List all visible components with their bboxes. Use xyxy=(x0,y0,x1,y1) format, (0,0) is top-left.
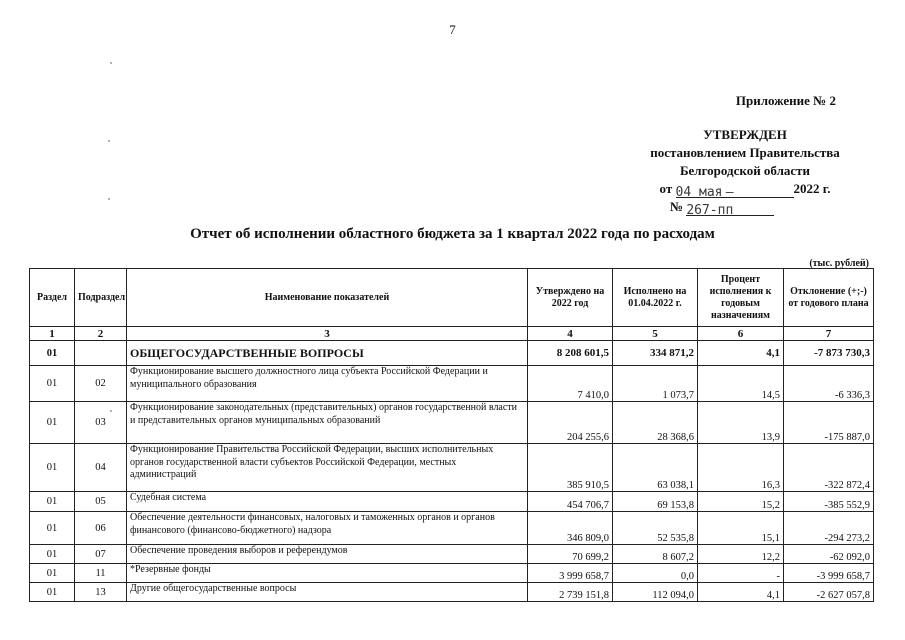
scan-speck xyxy=(110,62,112,64)
section-cell: 01 xyxy=(30,512,75,545)
column-number: 1 xyxy=(30,327,75,341)
header-percent: Процент исполнения к годовым назначениям xyxy=(698,269,784,327)
executed-cell: 1 073,7 xyxy=(613,366,698,402)
appendix-label: Приложение № 2 xyxy=(735,93,836,108)
section-cell: 01 xyxy=(30,444,75,492)
executed-cell: 334 871,2 xyxy=(613,341,698,366)
subsection-cell: 02 xyxy=(75,366,127,402)
approved-cell: 7 410,0 xyxy=(528,366,613,402)
percent-cell: 13,9 xyxy=(698,402,784,444)
percent-cell: 4,1 xyxy=(698,583,784,602)
section-cell: 01 xyxy=(30,492,75,512)
header-executed: Исполнено на 01.04.2022 г. xyxy=(613,269,698,327)
indicator-name-cell: Функционирование высшего должностного лица субъекта Российской Федерации и муниципального образования xyxy=(127,366,528,402)
executed-cell: 112 094,0 xyxy=(613,583,698,602)
column-number: 5 xyxy=(613,327,698,341)
handwritten-number: 267-пп xyxy=(686,203,734,218)
table-row xyxy=(30,402,874,444)
header-approved: Утверждено на 2022 год xyxy=(528,269,613,327)
deviation-cell: -385 552,9 xyxy=(784,492,874,512)
approved-cell: 204 255,6 xyxy=(528,402,613,444)
header-deviation: Отклонение (+;-) от годового плана xyxy=(784,269,874,327)
column-number: 7 xyxy=(784,327,874,341)
approved-cell: 70 699,2 xyxy=(528,545,613,564)
subsection-cell: 07 xyxy=(75,545,127,564)
executed-cell: 0,0 xyxy=(613,564,698,583)
date-suffix: 2022 г. xyxy=(793,181,831,196)
deviation-cell: -7 873 730,3 xyxy=(784,341,874,366)
section-cell: 01 xyxy=(30,402,75,444)
percent-cell: 15,1 xyxy=(698,512,784,545)
report-title: Отчет об исполнении областного бюджета за 1 квартал 2022 года по расходам xyxy=(190,226,715,242)
page-number: 7 xyxy=(449,22,456,37)
percent-cell: 14,5 xyxy=(698,366,784,402)
executed-cell: 52 535,8 xyxy=(613,512,698,545)
indicator-name-cell: Обеспечение деятельности финансовых, налоговых и таможенных органов и органов финансового (финансово-бюджетного) надзора xyxy=(127,512,528,545)
indicator-name-cell: ОБЩЕГОСУДАРСТВЕННЫЕ ВОПРОСЫ xyxy=(127,341,528,366)
approved-cell: 2 739 151,8 xyxy=(528,583,613,602)
table-row xyxy=(30,564,874,583)
header-subsection: Подраздел xyxy=(75,269,127,327)
section-cell: 01 xyxy=(30,545,75,564)
table-row xyxy=(30,444,874,492)
approved-label: УТВЕРЖДЕН xyxy=(703,127,787,142)
deviation-cell: -62 092,0 xyxy=(784,545,874,564)
deviation-cell: -3 999 658,7 xyxy=(784,564,874,583)
subsection-cell: 13 xyxy=(75,583,127,602)
units-label: (тыс. рублей) xyxy=(809,258,869,269)
percent-cell: 15,2 xyxy=(698,492,784,512)
subsection-cell: 04 xyxy=(75,444,127,492)
deviation-cell: -175 887,0 xyxy=(784,402,874,444)
deviation-cell: -322 872,4 xyxy=(784,444,874,492)
subsection-cell: 05 xyxy=(75,492,127,512)
section-cell: 01 xyxy=(30,366,75,402)
indicator-name-cell: Судебная система xyxy=(127,492,528,512)
percent-cell: 4,1 xyxy=(698,341,784,366)
table-row xyxy=(30,512,874,545)
scan-speck xyxy=(108,198,110,200)
table-row xyxy=(30,545,874,564)
indicator-name-cell: Другие общегосударственные вопросы xyxy=(127,583,528,602)
header-indicator-name: Наименование показателей xyxy=(127,269,528,327)
section-cell: 01 xyxy=(30,583,75,602)
deviation-cell: -294 273,2 xyxy=(784,512,874,545)
number-blank xyxy=(686,201,774,216)
column-number-row xyxy=(30,327,874,341)
column-number: 6 xyxy=(698,327,784,341)
approved-cell: 454 706,7 xyxy=(528,492,613,512)
approval-date-line xyxy=(630,180,860,198)
executed-cell: 28 368,6 xyxy=(613,402,698,444)
indicator-name-cell: Функционирование законодательных (представительных) органов государственной власти и представительных органов муниципальных образований xyxy=(127,402,528,444)
table-row xyxy=(30,341,874,366)
scan-speck xyxy=(108,140,110,142)
percent-cell: 12,2 xyxy=(698,545,784,564)
percent-cell: - xyxy=(698,564,784,583)
approved-cell: 346 809,0 xyxy=(528,512,613,545)
table-row xyxy=(30,492,874,512)
header-row xyxy=(30,269,874,327)
date-blank: 04 мая – xyxy=(676,183,794,198)
table-row xyxy=(30,366,874,402)
indicator-name-cell: *Резервные фонды xyxy=(127,564,528,583)
approved-cell: 385 910,5 xyxy=(528,444,613,492)
executed-cell: 8 607,2 xyxy=(613,545,698,564)
indicator-name-cell: Функционирование Правительства Российской Федерации, высших исполнительных органов государственной власти субъектов Российской Федерации, местных администраций xyxy=(127,444,528,492)
column-number: 4 xyxy=(528,327,613,341)
approved-cell: 3 999 658,7 xyxy=(528,564,613,583)
handwritten-date: 04 мая xyxy=(675,185,723,200)
approval-number-line xyxy=(670,198,860,216)
header-section: Раздел xyxy=(30,269,75,327)
date-prefix: от xyxy=(659,181,673,196)
subsection-cell xyxy=(75,341,127,366)
approval-stamp-block xyxy=(630,92,860,216)
subsection-cell: 11 xyxy=(75,564,127,583)
executed-cell: 63 038,1 xyxy=(613,444,698,492)
column-number: 2 xyxy=(75,327,127,341)
column-number: 3 xyxy=(127,327,528,341)
subsection-cell: 06 xyxy=(75,512,127,545)
executed-cell: 69 153,8 xyxy=(613,492,698,512)
expenditure-table xyxy=(29,268,874,602)
subsection-cell: 03 xyxy=(75,402,127,444)
section-cell: 01 xyxy=(30,341,75,366)
section-cell: 01 xyxy=(30,564,75,583)
approval-line-2: Белгородской области xyxy=(679,163,811,178)
approved-cell: 8 208 601,5 xyxy=(528,341,613,366)
approval-line-1: постановлением Правительства xyxy=(650,145,840,160)
number-prefix: № xyxy=(670,199,684,214)
deviation-cell: -2 627 057,8 xyxy=(784,583,874,602)
deviation-cell: -6 336,3 xyxy=(784,366,874,402)
percent-cell: 16,3 xyxy=(698,444,784,492)
indicator-name-cell: Обеспечение проведения выборов и референдумов xyxy=(127,545,528,564)
table-row xyxy=(30,583,874,602)
